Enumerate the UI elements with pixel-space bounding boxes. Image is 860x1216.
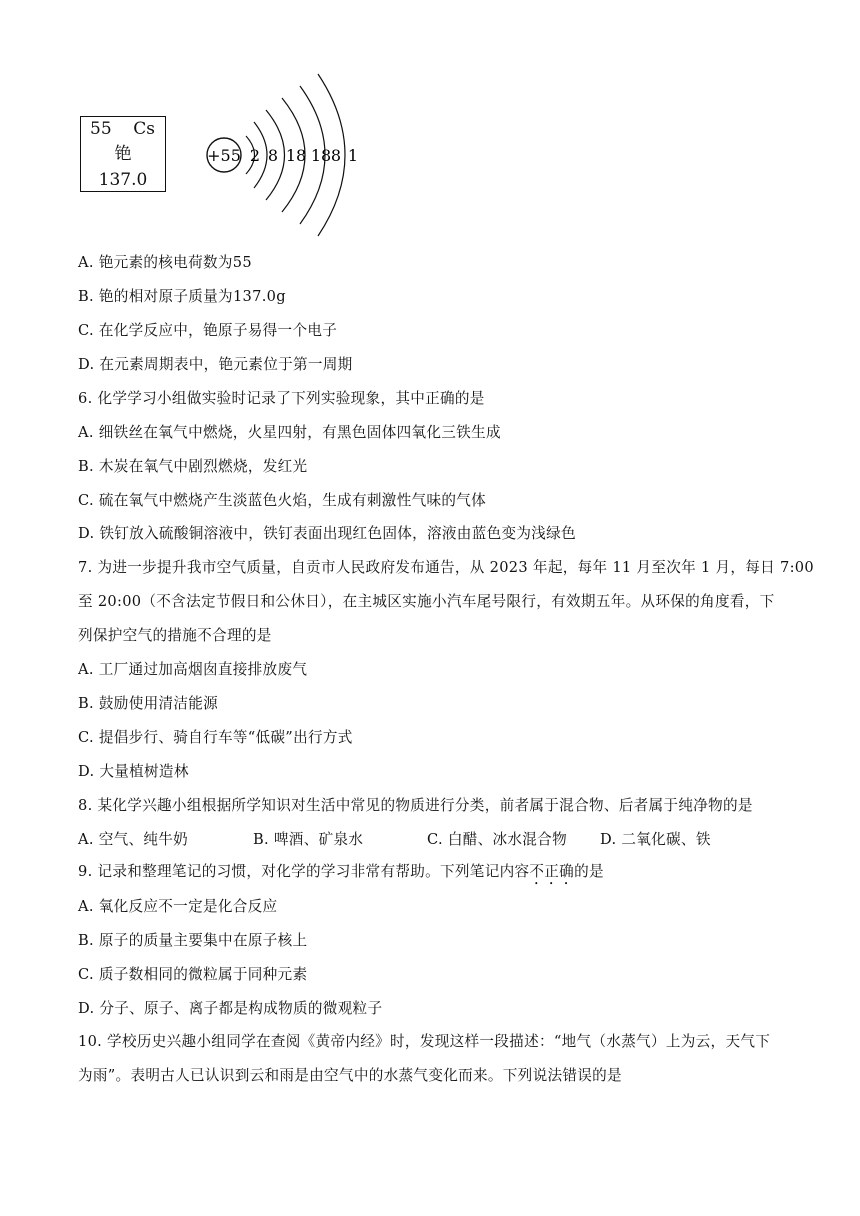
q5-option-b: B. 铯的相对原子质量为137.0g — [78, 288, 286, 305]
q6-option-b: B. 木炭在氧气中剧烈燃烧，发红光 — [78, 458, 308, 475]
q7-option-c: C. 提倡步行、骑自行车等“低碳”出行方式 — [78, 729, 353, 746]
element-symbol: Cs — [133, 119, 155, 139]
q9-stem-after: 的是 — [574, 863, 604, 880]
q5-option-a: A. 铯元素的核电荷数为55 — [78, 254, 252, 271]
q9-option-a: A. 氧化反应不一定是化合反应 — [78, 898, 278, 915]
cesium-figure — [0, 0, 860, 250]
q9-option-b: B. 原子的质量主要集中在原子核上 — [78, 932, 308, 949]
shell-electrons-1: 2 — [249, 146, 261, 165]
q8-stem: 8. 某化学兴趣小组根据所学知识对生活中常见的物质进行分类，前者属于混合物、后者属于纯净物的是 — [78, 797, 753, 814]
q7-stem-line-1: 7. 为进一步提升我市空气质量，自贡市人民政府发布通告，从 2023 年起，每年 11 月至次年 1 月，每日 7:00 — [78, 559, 814, 576]
q7-option-b: B. 鼓励使用清洁能源 — [78, 695, 219, 712]
q7-option-d: D. 大量植树造林 — [78, 763, 189, 780]
q6-option-d: D. 铁钉放入硫酸铜溶液中，铁钉表面出现红色固体，溶液由蓝色变为浅绿色 — [78, 525, 576, 542]
q8-option-b: B. 啤酒、矿泉水 — [253, 831, 364, 848]
q10-stem-line-1: 10. 学校历史兴趣小组同学在查阅《黄帝内经》时，发现这样一段描述：“地气（水蒸气）上为云，天气下 — [78, 1033, 771, 1050]
q10-stem-line-2: 为雨”。表明古人已认识到云和雨是由空气中的水蒸气变化而来。下列说法错误的是 — [78, 1067, 622, 1084]
q5-option-c: C. 在化学反应中，铯原子易得一个电子 — [78, 322, 338, 339]
element-card — [80, 116, 166, 192]
q7-stem-line-3: 列保护空气的措施不合理的是 — [78, 627, 272, 644]
q9-option-c: C. 质子数相同的微粒属于同种元素 — [78, 966, 308, 983]
q7-stem-line-2: 至 20:00（不含法定节假日和公休日），在主城区实施小汽车尾号限行，有效期五年。从环保的角度看，下 — [78, 593, 775, 610]
shell-electrons-6: 1 — [347, 146, 359, 165]
element-name: 铯 — [114, 144, 132, 164]
q7-option-a: A. 工厂通过加高烟囱直接排放废气 — [78, 661, 308, 678]
q8-option-a: A. 空气、纯牛奶 — [78, 831, 189, 848]
q5-option-d: D. 在元素周期表中，铯元素位于第一周期 — [78, 356, 353, 373]
q8-option-c: C. 白醋、冰水混合物 — [427, 831, 567, 848]
q9-option-d: D. 分子、原子、离子都是构成物质的微观粒子 — [78, 1000, 383, 1017]
q9-stem-before: 9. 记录和整理笔记的习惯，对化学的学习非常有帮助。下列笔记内容 — [78, 863, 530, 880]
q6-option-a: A. 细铁丝在氧气中燃烧，火星四射，有黑色固体四氧化三铁生成 — [78, 424, 501, 441]
q6-option-c: C. 硫在氧气中燃烧产生淡蓝色火焰，生成有刺激性气味的气体 — [78, 492, 487, 509]
q9-stem-emphasis: 不正确 — [529, 863, 575, 880]
shell-electrons-2: 8 — [267, 146, 279, 165]
nucleus-charge: +55 — [207, 146, 241, 165]
q9-stem — [78, 862, 604, 888]
atomic-mass: 137.0 — [98, 170, 148, 190]
atomic-structure-diagram — [200, 70, 370, 242]
shell-electrons-5: 8 — [330, 146, 342, 165]
shell-electrons-4: 18 — [310, 146, 332, 165]
q6-stem: 6. 化学学习小组做实验时记录了下列实验现象，其中正确的是 — [78, 390, 485, 407]
q8-option-d: D. 二氧化碳、铁 — [600, 831, 711, 848]
shell-electrons-3: 18 — [285, 146, 307, 165]
atomic-number: 55 — [90, 119, 112, 139]
